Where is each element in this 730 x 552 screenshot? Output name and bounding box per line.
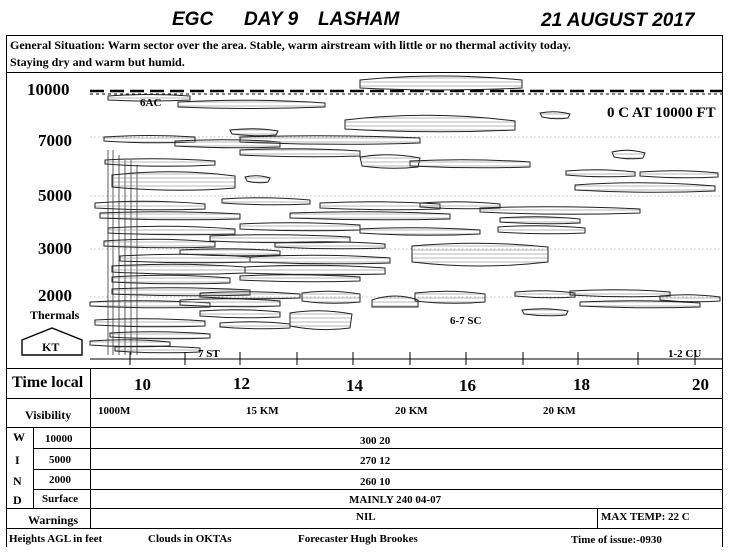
- time-tick-10: 10: [134, 375, 151, 394]
- time-tick-20: 20: [692, 375, 709, 394]
- time-local-label: Time local: [12, 374, 84, 391]
- height-label-7000: 7000: [38, 131, 72, 150]
- visibility-value-1: 1000M: [98, 405, 131, 417]
- wind-value-5000: 270 12: [360, 455, 391, 467]
- cloud-label-cu: 1-2 CU: [668, 348, 702, 360]
- cloud-sc-large: [412, 243, 548, 266]
- wind-value-2000: 260 10: [360, 476, 391, 488]
- time-tick-14: 14: [346, 376, 363, 395]
- height-label-2000: 2000: [38, 286, 72, 305]
- general-situation-line2: Staying dry and warm but humid.: [10, 55, 185, 69]
- visibility-value-2: 15 KM: [246, 405, 279, 417]
- thermals-value: KT: [42, 340, 60, 354]
- max-temp: MAX TEMP: 22 C: [601, 511, 690, 523]
- wind-letter-w: W: [13, 430, 25, 444]
- general-situation-line1: General Situation: Warm sector over the area. Stable, warm airstream with little or no thermal activity today.: [10, 38, 571, 52]
- time-tick-12: 12: [233, 374, 250, 393]
- cloud-ac-top: [360, 76, 522, 90]
- forecast-day: DAY 9: [244, 9, 299, 30]
- footer-heights: Heights AGL in feet: [9, 533, 103, 545]
- footer-clouds: Clouds in OKTAs: [148, 533, 232, 545]
- wind-level-surface: Surface: [42, 493, 79, 505]
- height-label-3000: 3000: [38, 239, 72, 258]
- time-row-top: [6, 368, 723, 369]
- cloud-label-sc: 6-7 SC: [450, 315, 482, 327]
- cloud-label-st: 7 ST: [198, 348, 220, 360]
- visibility-value-3: 20 KM: [395, 405, 428, 417]
- wind-letter-n: N: [13, 474, 22, 488]
- site-code: EGC: [172, 9, 214, 30]
- wind-level-10000: 10000: [45, 433, 73, 445]
- wind-level-2000: 2000: [49, 474, 71, 486]
- time-tick-18: 18: [573, 375, 590, 394]
- warnings-value: NIL: [356, 511, 376, 523]
- wind-level-5000: 5000: [49, 454, 71, 466]
- visibility-value-4: 20 KM: [543, 405, 576, 417]
- height-label-5000: 5000: [38, 186, 72, 205]
- thermals-label: Thermals: [30, 308, 80, 322]
- freezing-level-label: 0 C AT 10000 FT: [607, 105, 716, 121]
- footer-forecaster: Forecaster Hugh Brookes: [298, 533, 418, 545]
- wind-letter-i: I: [15, 453, 20, 467]
- location-name: LASHAM: [318, 9, 400, 30]
- wind-value-surface: MAINLY 240 04-07: [349, 494, 442, 506]
- forecast-date: 21 AUGUST 2017: [541, 10, 695, 31]
- height-label-10000: 10000: [27, 80, 70, 99]
- time-tick-16: 16: [459, 376, 476, 395]
- cloud-label-ac: 6AC: [140, 97, 162, 109]
- warnings-label: Warnings: [28, 513, 79, 527]
- footer-issue-time: Time of issue:-0930: [571, 534, 662, 546]
- visibility-label: Visibility: [25, 408, 72, 422]
- wind-letter-d: D: [13, 493, 22, 507]
- wind-value-10000: 300 20: [360, 435, 391, 447]
